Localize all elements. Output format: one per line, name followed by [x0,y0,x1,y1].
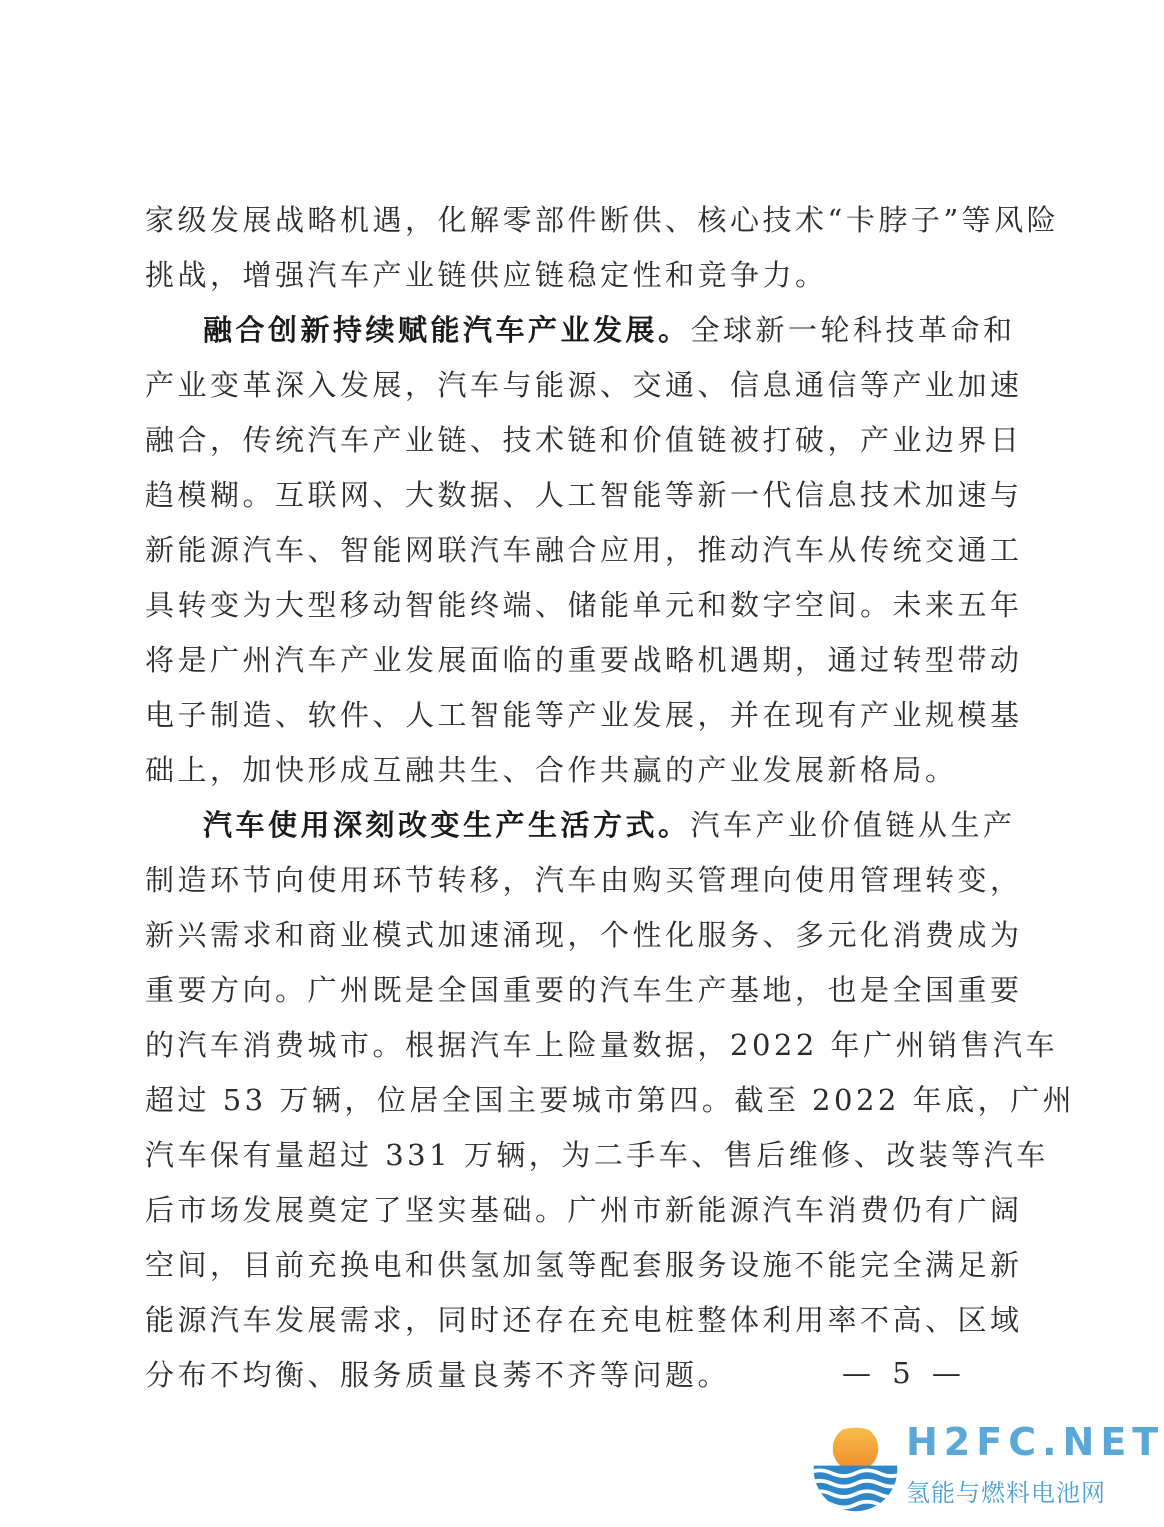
site-watermark [808,1418,1164,1523]
paragraph-3-line-2: 新兴需求和商业模式加速涌现，个性化服务、多元化消费成为 [145,918,1023,952]
h2fc-logo-icon [808,1420,903,1515]
paragraph-2-line-1: 产业变革深入发展，汽车与能源、交通、信息通信等产业加速 [145,368,1023,402]
paragraph-3-line-8: 空间，目前充换电和供氢加氢等配套服务设施不能完全满足新 [145,1248,1023,1282]
paragraph-3-first-line-text: 汽车产业价值链从生产 [690,808,1016,842]
page-number: — 5 — [842,1356,967,1390]
paragraph-1-line-1: 家级发展战略机遇，化解零部件断供、核心技术“卡脖子”等风险 [145,203,1060,237]
paragraph-2-first-line-text: 全球新一轮科技革命和 [690,313,1016,347]
paragraph-2-heading: 融合创新持续赋能汽车产业发展。 [203,313,691,347]
paragraph-3-line-7: 后市场发展奠定了坚实基础。广州市新能源汽车消费仍有广阔 [145,1193,1023,1227]
paragraph-3-line-1: 制造环节向使用环节转移，汽车由购买管理向使用管理转变， [145,863,1023,897]
paragraph-3-first-line [203,799,1016,851]
paragraph-2-line-7: 电子制造、软件、人工智能等产业发展，并在现有产业规模基 [145,698,1023,732]
paragraph-2-line-6: 将是广州汽车产业发展面临的重要战略机遇期，通过转型带动 [145,643,1023,677]
paragraph-2-first-line [203,304,1016,356]
paragraph-3-line-5: 超过 53 万辆，位居全国主要城市第四。截至 2022 年底，广州 [145,1083,1076,1117]
paragraph-3-line-4: 的汽车消费城市。根据汽车上险量数据，2022 年广州销售汽车 [145,1028,1059,1062]
paragraph-2-line-2: 融合，传统汽车产业链、技术链和价值链被打破，产业边界日 [145,423,1023,457]
paragraph-2-line-3: 趋模糊。互联网、大数据、人工智能等新一代信息技术加速与 [145,478,1023,512]
paragraph-2-line-8: 础上，加快形成互融共生、合作共赢的产业发展新格局。 [145,753,958,787]
paragraph-2-line-4: 新能源汽车、智能网联汽车融合应用，推动汽车从传统交通工 [145,533,1023,567]
watermark-subtitle: 氢能与燃料电池网 [906,1479,1106,1507]
paragraph-3-line-9: 能源汽车发展需求，同时还存在充电桩整体利用率不高、区域 [145,1303,1023,1337]
paragraph-3-heading: 汽车使用深刻改变生产生活方式。 [203,808,691,842]
paragraph-1-line-2: 挑战，增强汽车产业链供应链稳定性和竞争力。 [145,258,828,292]
paragraph-3-line-3: 重要方向。广州既是全国重要的汽车生产基地，也是全国重要 [145,973,1023,1007]
watermark-title: H2FC.NET [906,1420,1164,1464]
paragraph-3-line-10: 分布不均衡、服务质量良莠不齐等问题。 [145,1358,731,1392]
paragraph-3-line-6: 汽车保有量超过 331 万辆，为二手车、售后维修、改装等汽车 [145,1138,1049,1172]
paragraph-2-line-5: 具转变为大型移动智能终端、储能单元和数字空间。未来五年 [145,588,1023,622]
